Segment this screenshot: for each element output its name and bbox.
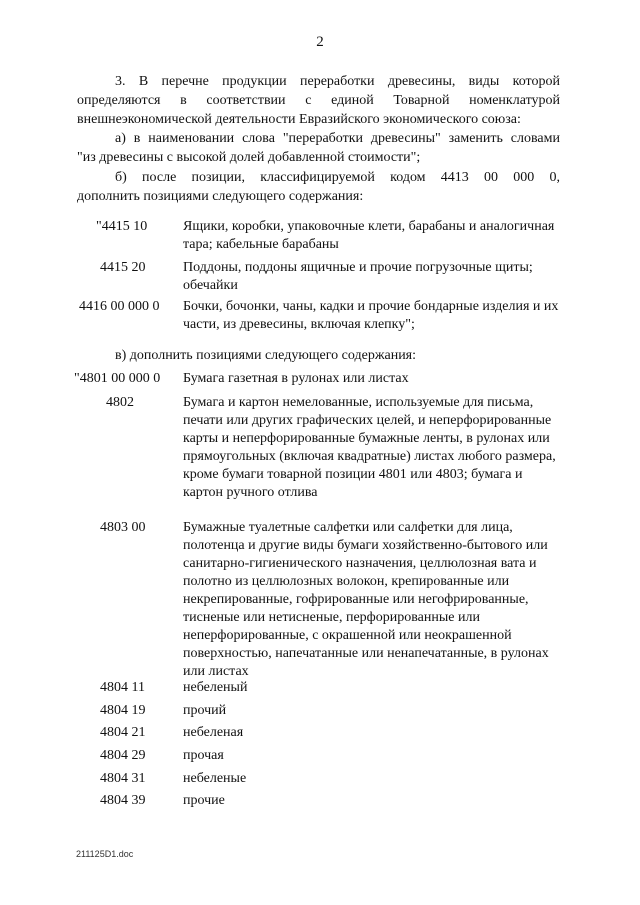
paragraph-a-line1: а) в наименовании слова "переработки древесины" заменить словами [115, 131, 560, 146]
row-code: 4416 00 000 0 [79, 299, 160, 314]
row-description: Бумага газетная в рулонах или листах [183, 371, 409, 386]
row-description: Бумага и картон немелованные, используемые для письма, печати или других графических целей, и неперфорированные карты и неперфорированные бумажные ленты, в рулонах или прямоугольных (включая квадратные) листах любого размера, кроме бумаги товарной позиции 4801 или 4803; бумага и картон ручного отлива [183, 395, 556, 500]
row-description: Ящики, коробки, упаковочные клети, барабаны и аналогичная тара; кабельные барабаны [183, 219, 555, 252]
paragraph-b-line1: б) после позиции, классифицируемой кодом 4413 00 000 0, [115, 170, 560, 185]
row-code: 4803 00 [100, 520, 146, 535]
paragraph-a-line2: "из древесины с высокой долей добавленной стоимости"; [77, 150, 421, 165]
paragraph-b-line2: дополнить позициями следующего содержания: [77, 189, 364, 204]
row-code: 4804 29 [100, 748, 146, 763]
row-description: прочий [183, 703, 227, 718]
row-code: 4804 19 [100, 703, 146, 718]
row-description: прочая [183, 748, 224, 763]
row-description: небеленые [183, 771, 247, 786]
row-description: прочие [183, 793, 225, 808]
file-name-footer: 211125D1.doc [76, 849, 134, 859]
row-code: 4804 39 [100, 793, 146, 808]
row-description: Бумажные туалетные салфетки или салфетки для лица, полотенца и другие виды бумаги хозяйственно-бытового или санитарно-гигиенического назначения, целлюлозная вата и полотно из целлюлозных волокон, крепированные или некрепированные, гофрированные или негофрированные, тисненые или нетисненые, перфорированные или неперфорированные, с окрашенной или неокрашенной поверхностью, напечатанные или ненапечатанные, в рулонах или листах [183, 520, 549, 679]
row-code: "4415 10 [96, 219, 148, 234]
row-code: 4804 31 [100, 771, 146, 786]
row-code: 4802 [106, 395, 134, 410]
row-description: Бочки, бочонки, чаны, кадки и прочие бондарные изделия и их части, из древесины, включая клепку"; [183, 299, 559, 332]
row-code: 4415 20 [100, 260, 146, 275]
row-description: небеленый [183, 680, 248, 695]
paragraph-v: в) дополнить позициями следующего содержания: [115, 348, 417, 363]
row-code: 4804 11 [100, 680, 145, 695]
paragraph-3: 3. В перечне продукции переработки древесины, виды которой определяются в соответствии с единой Товарной номенклатурой внешнеэкономической деятельности Евразийского экономического союза: [77, 74, 560, 127]
row-code: "4801 00 000 0 [74, 371, 161, 386]
row-description: небеленая [183, 725, 244, 740]
row-code: 4804 21 [100, 725, 146, 740]
page-number: 2 [316, 34, 324, 50]
row-description: Поддоны, поддоны ящичные и прочие погрузочные щиты; обечайки [183, 260, 533, 293]
